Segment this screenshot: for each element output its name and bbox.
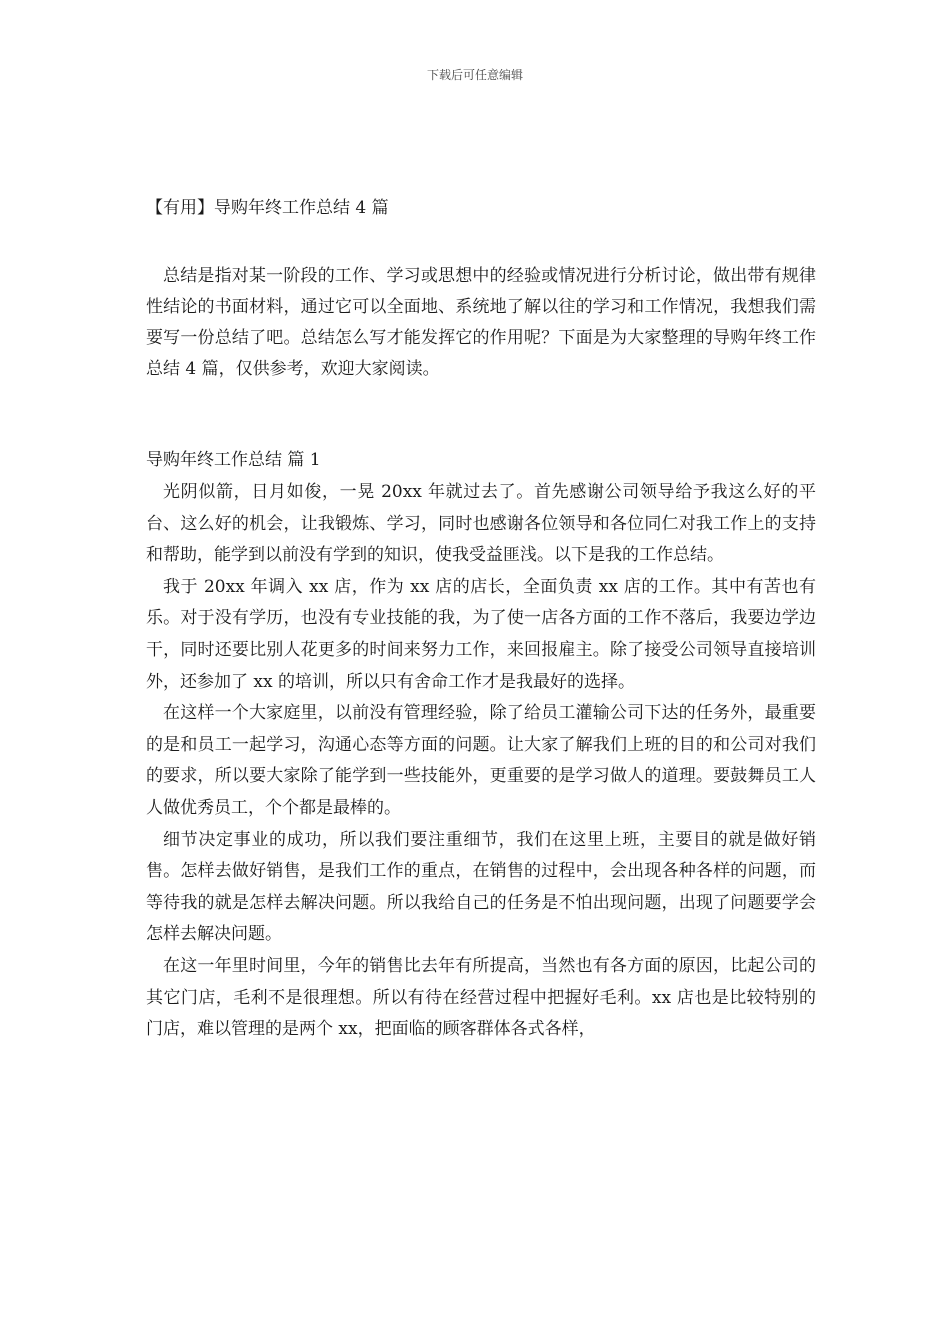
body-text bbox=[146, 477, 816, 1046]
section-title: 导购年终工作总结 篇 1 bbox=[146, 450, 321, 470]
body-paragraph: 在这样一个大家庭里，以前没有管理经验，除了给员工灌输公司下达的任务外，最重要的是和员工一起学习，沟通心态等方面的问题。让大家了解我们上班的目的和公司对我们的要求，所以要大家除了能学到一些技能外，更重要的是学习做人的道理。要鼓舞员工人人做优秀员工，个个都是最棒的。 bbox=[146, 703, 816, 818]
document-title: 【有用】导购年终工作总结 4 篇 bbox=[146, 198, 389, 218]
header-note: 下载后可任意编辑 bbox=[426, 68, 523, 82]
body-paragraph: 细节决定事业的成功，所以我们要注重细节，我们在这里上班，主要目的就是做好销售。怎样去做好销售，是我们工作的重点，在销售的过程中，会出现各种各样的问题，而等待我的就是怎样去解决问题。所以我给自己的任务是不怕出现问题，出现了问题要学会怎样去解决问题。 bbox=[146, 829, 816, 945]
body-paragraph: 我于 20xx 年调入 xx 店，作为 xx 店的店长，全面负责 xx 店的工作。其中有苦也有乐。对于没有学历，也没有专业技能的我，为了使一店各方面的工作不落后，我要边学边干，同时还要比别人花更多的时间来努力工作，来回报雇主。除了接受公司领导直接培训外，还参加了 xx 的培训，所以只有舍命工作才是我最好的选择。 bbox=[146, 576, 816, 692]
intro-paragraph: 总结是指对某一阶段的工作、学习或思想中的经验或情况进行分析讨论，做出带有规律性结论的书面材料，通过它可以全面地、系统地了解以往的学习和工作情况，我想我们需要写一份总结了吧。总结怎么写才能发挥它的作用呢？下面是为大家整理的导购年终工作总结 4 篇，仅供参考，欢迎大家阅读。 bbox=[146, 266, 816, 379]
body-paragraph: 在这一年里时间里，今年的销售比去年有所提高，当然也有各方面的原因，比起公司的其它门店，毛利不是很理想。所以有待在经营过程中把握好毛利。xx 店也是比较特别的门店，难以管理的是两个 xx，把面临的顾客群体各式各样， bbox=[146, 955, 816, 1040]
body-paragraph: 光阴似箭，日月如俊，一晃 20xx 年就过去了。首先感谢公司领导给予我这么好的平台、这么好的机会，让我锻炼、学习，同时也感谢各位领导和各位同仁对我工作上的支持和帮助，能学到以前没有学到的知识，使我受益匪浅。以下是我的工作总结。 bbox=[146, 482, 816, 566]
